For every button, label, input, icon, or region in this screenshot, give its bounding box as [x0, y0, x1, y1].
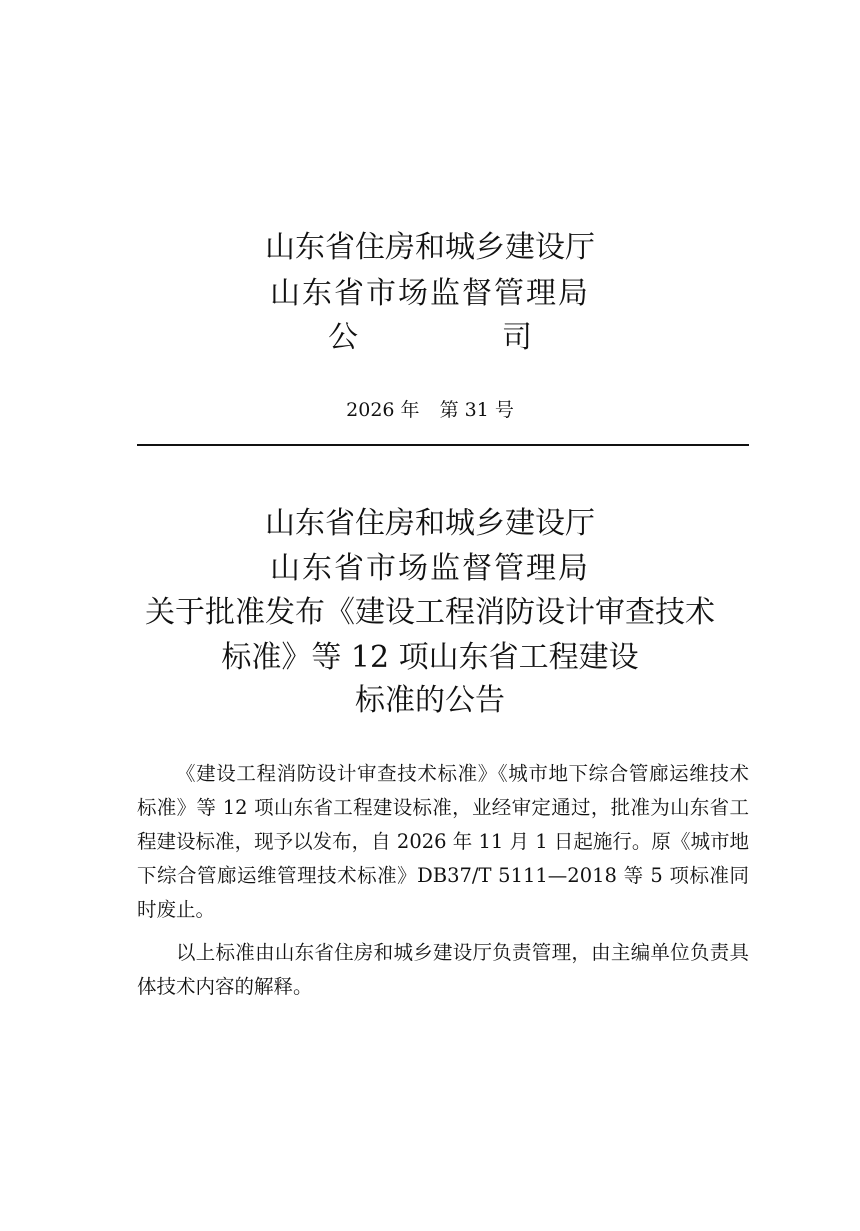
document-serial: 第 31 号 [439, 399, 514, 421]
document-number [0, 397, 860, 423]
title-line-4: 标准》等 12 项山东省工程建设 [221, 640, 639, 675]
issuer-line-3: 公 司 [328, 320, 560, 355]
body-paragraph-1: 《建设工程消防设计审查技术标准》《城市地下综合管廊运维技术标准》等 12 项山东省工程建设标准，业经审定通过，批准为山东省工程建设标准，现予以发布，自 2026 年 11 月 1 日起施行。原《城市地下综合管廊运维管理技术标准》DB37/T 5111—2018 等 5 项标准同时废止。 [137, 762, 749, 921]
issuer-line-2: 山东省市场监督管理局 [270, 276, 590, 311]
title-line-3: 关于批准发布《建设工程消防设计审查技术 [145, 595, 715, 630]
header-divider [137, 444, 749, 446]
document-year: 2026 年 [346, 399, 420, 421]
body-paragraph-2: 以上标准由山东省住房和城乡建设厅负责管理，由主编单位负责具体技术内容的解释。 [137, 941, 749, 998]
issuer-line-1: 山东省住房和城乡建设厅 [265, 230, 595, 265]
title-line-1: 山东省住房和城乡建设厅 [265, 506, 595, 541]
title-line-5: 标准的公告 [355, 683, 505, 718]
title-line-2: 山东省市场监督管理局 [270, 551, 590, 586]
